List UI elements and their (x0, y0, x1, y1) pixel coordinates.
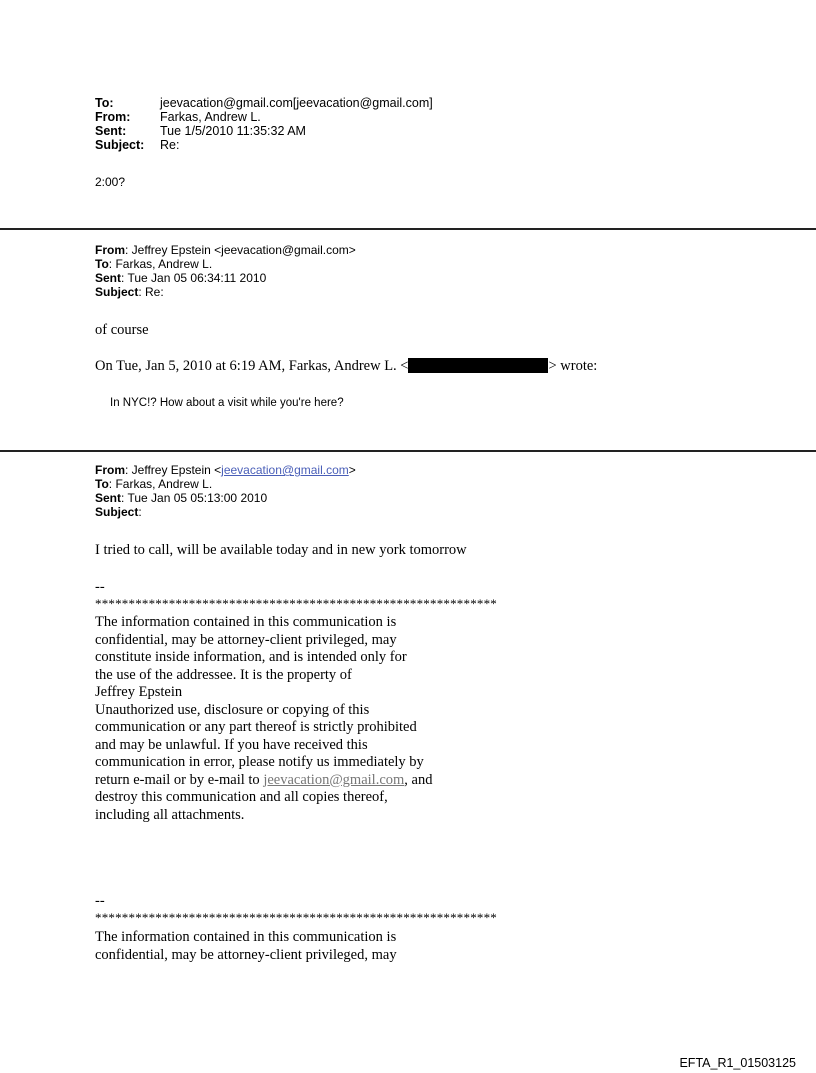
disclaimer-line: including all attachments. (95, 806, 245, 823)
disclaimer-line: communication in error, please notify us immediately by (95, 754, 424, 770)
divider (0, 228, 816, 230)
disclaimer-line: destroy this communication and all copies thereof, (95, 789, 388, 805)
message2-subject: Subject: Re: (95, 285, 164, 299)
subject-label: Subject: (95, 138, 145, 152)
email-body: 2:00? (95, 175, 126, 189)
signature-stars: ************************************************************ (95, 596, 497, 611)
divider (0, 450, 816, 452)
disclaimer-2 (95, 929, 397, 964)
signature-stars-2: ************************************************************ (95, 910, 497, 925)
disclaimer-line: Jeffrey Epstein (95, 684, 183, 700)
message2-meta (95, 243, 356, 299)
message3-sent: Sent: Tue Jan 05 05:13:00 2010 (95, 491, 268, 505)
disclaimer-line: and may be unlawful. If you have received this (95, 736, 368, 753)
disclaimer-line: communication or any part thereof is strictly prohibited (95, 719, 417, 735)
sent-row (95, 124, 433, 138)
message2-to: To: Farkas, Andrew L. (95, 257, 213, 271)
email-link[interactable]: jeevacation@gmail.com (221, 463, 349, 477)
disclaimer-email-line: return e-mail or by e-mail to jeevacation@gmail.com, and (95, 771, 433, 788)
signature-dash-2: -- (95, 893, 105, 909)
disclaimer-line: Unauthorized use, disclosure or copying of this (95, 701, 370, 718)
to-value: jeevacation@gmail.com[jeevacation@gmail.com] (160, 96, 433, 110)
disclaimer-email-link[interactable]: jeevacation@gmail.com (263, 771, 405, 788)
disclaimer (95, 614, 432, 824)
sent-value: Tue 1/5/2010 11:35:32 AM (160, 124, 306, 138)
to-row (95, 96, 433, 110)
disclaimer-line: The information contained in this communication is (95, 614, 397, 630)
signature-dash: -- (95, 579, 105, 595)
disclaimer-line: constitute inside information, and is intended only for (95, 649, 407, 665)
message3-to: To: Farkas, Andrew L. (95, 477, 213, 491)
document-id: EFTA_R1_01503125 (679, 1056, 796, 1070)
disclaimer-line: confidential, may be attorney-client privileged, may (95, 946, 397, 963)
sent-label: Sent: (95, 124, 127, 138)
message2-quote-intro: On Tue, Jan 5, 2010 at 6:19 AM, Farkas, Andrew L. < > wrote: (95, 358, 598, 374)
message2-from: From: Jeffrey Epstein <jeevacation@gmail.com> (95, 243, 356, 257)
disclaimer-line: the use of the addressee. It is the property of (95, 666, 352, 683)
from-row (95, 110, 433, 124)
from-label: From: (95, 110, 131, 124)
disclaimer-line: The information contained in this communication is (95, 929, 397, 945)
subject-value: Re: (160, 138, 180, 152)
subject-row (95, 138, 433, 152)
from-value: Farkas, Andrew L. (160, 110, 261, 124)
message3-meta (95, 463, 356, 519)
to-label: To: (95, 96, 114, 110)
redaction-block (408, 358, 548, 373)
message3-body: I tried to call, will be available today and in new york tomorrow (95, 542, 467, 558)
message2-quoted-text: In NYC!? How about a visit while you're here? (110, 397, 344, 409)
disclaimer-line: confidential, may be attorney-client privileged, may (95, 631, 397, 648)
message3-subject: Subject: (95, 505, 142, 519)
message2-body: of course (95, 322, 149, 338)
message3-from: From: Jeffrey Epstein <jeevacation@gmail.com> (95, 463, 356, 477)
email-header (95, 96, 433, 152)
message2-sent: Sent: Tue Jan 05 06:34:11 2010 (95, 271, 267, 285)
